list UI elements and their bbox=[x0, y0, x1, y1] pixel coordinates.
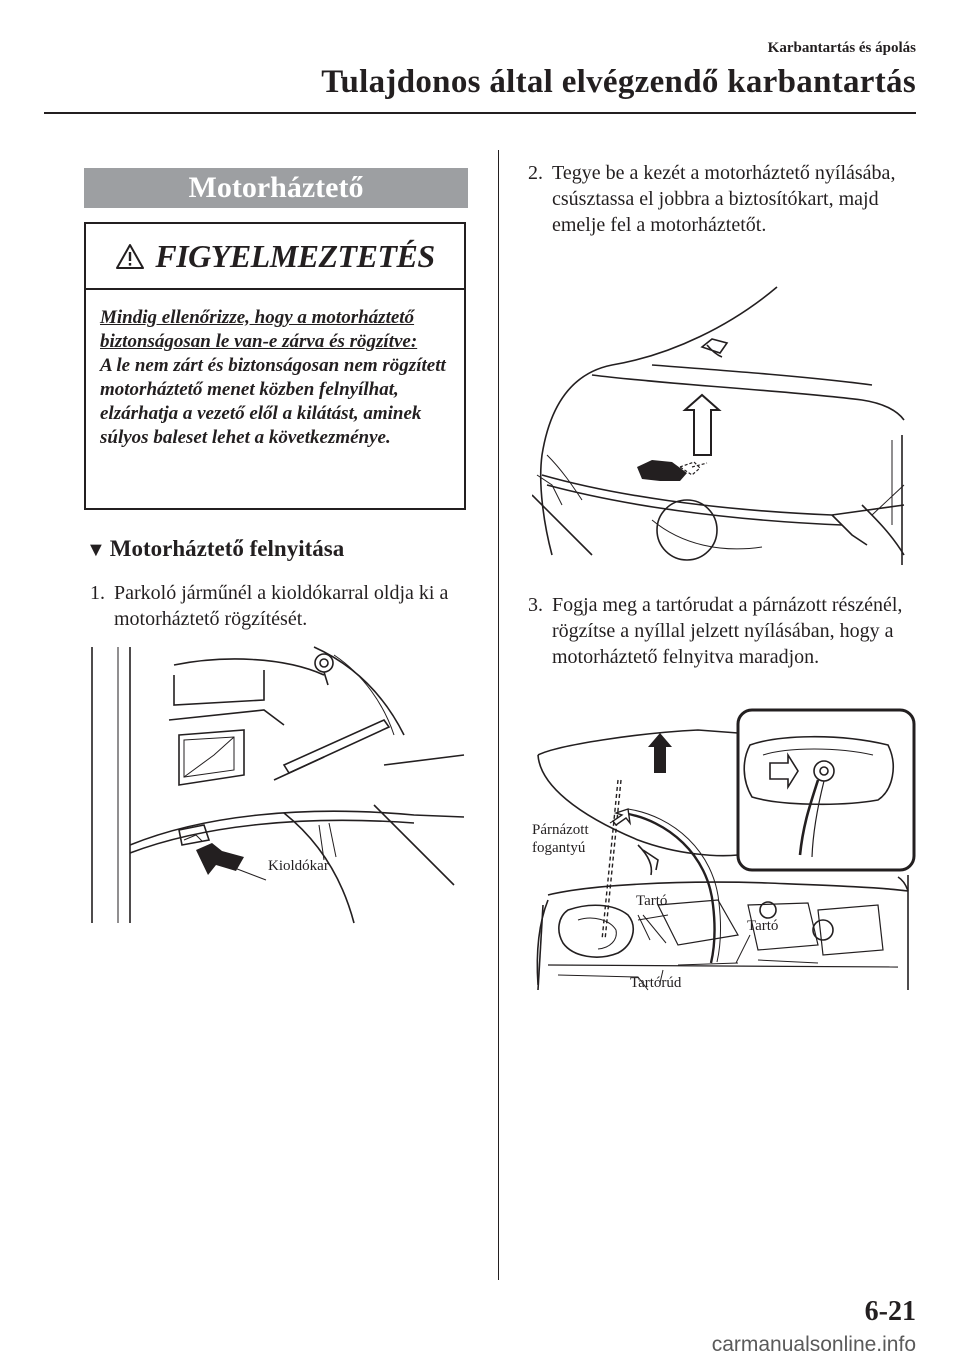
padded-grip-label-line-1: Párnázott bbox=[532, 822, 589, 838]
step-1-number: 1. bbox=[90, 582, 105, 604]
hood-latch-illustration bbox=[532, 285, 912, 570]
prop-rod-label: Tartórúd bbox=[630, 975, 682, 991]
section-banner: Motorháztető bbox=[84, 168, 468, 208]
step-2 bbox=[528, 160, 908, 238]
subheading-text: Motorháztető felnyitása bbox=[109, 536, 345, 561]
watermark: carmanualsonline.info bbox=[711, 1333, 916, 1356]
header-title: Tulajdonos által elvégzendő karbantartás bbox=[321, 64, 916, 100]
step-3-number: 3. bbox=[528, 594, 543, 616]
triangle-marker-icon: ▼ bbox=[86, 539, 106, 561]
page-number: 6-21 bbox=[864, 1296, 916, 1327]
warning-header bbox=[86, 224, 464, 290]
warning-underlined-text: Mindig ellenőrizze, hogy a motorháztető biztonságosan le van-e zárva és rögzítve: bbox=[100, 307, 418, 352]
step-3 bbox=[528, 592, 908, 670]
step-1-text: Parkoló járműnél a kioldókarral oldja ki a motorháztető rögzítését. bbox=[114, 582, 449, 630]
holder-label-1: Tartó bbox=[636, 893, 668, 909]
warning-box bbox=[84, 222, 466, 510]
warning-title: FIGYELMEZTETÉS bbox=[155, 237, 435, 274]
release-lever-illustration bbox=[84, 645, 468, 925]
column-divider bbox=[498, 150, 499, 1280]
padded-grip-label-line-2: fogantyú bbox=[532, 840, 586, 856]
step-1 bbox=[90, 580, 470, 632]
step-2-number: 2. bbox=[528, 162, 543, 184]
subheading bbox=[86, 536, 344, 562]
header-section-label: Karbantartás és ápolás bbox=[767, 40, 916, 56]
step-2-text: Tegye be a kezét a motorháztető nyílásába, csúsztassa el jobbra a biztosítókart, majd emelje fel a motorháztetőt. bbox=[552, 162, 896, 236]
step-3-text: Fogja meg a tartórudat a párnázott részénél, rögzítse a nyíllal jelzett nyílásában, hogy a motorháztető felnyitva maradjon. bbox=[552, 594, 903, 668]
header-rule bbox=[44, 112, 916, 114]
release-lever-label: Kioldókar bbox=[268, 858, 329, 874]
holder-label-2: Tartó bbox=[747, 918, 779, 934]
warning-body bbox=[86, 290, 464, 450]
warning-triangle-icon bbox=[115, 243, 145, 270]
warning-text: A le nem zárt és biztonságosan nem rögzített motorháztető menet közben felnyílhat, elzárhatja a vezető elől a kilátást, aminek súlyos baleset lehet a következménye. bbox=[100, 355, 446, 448]
